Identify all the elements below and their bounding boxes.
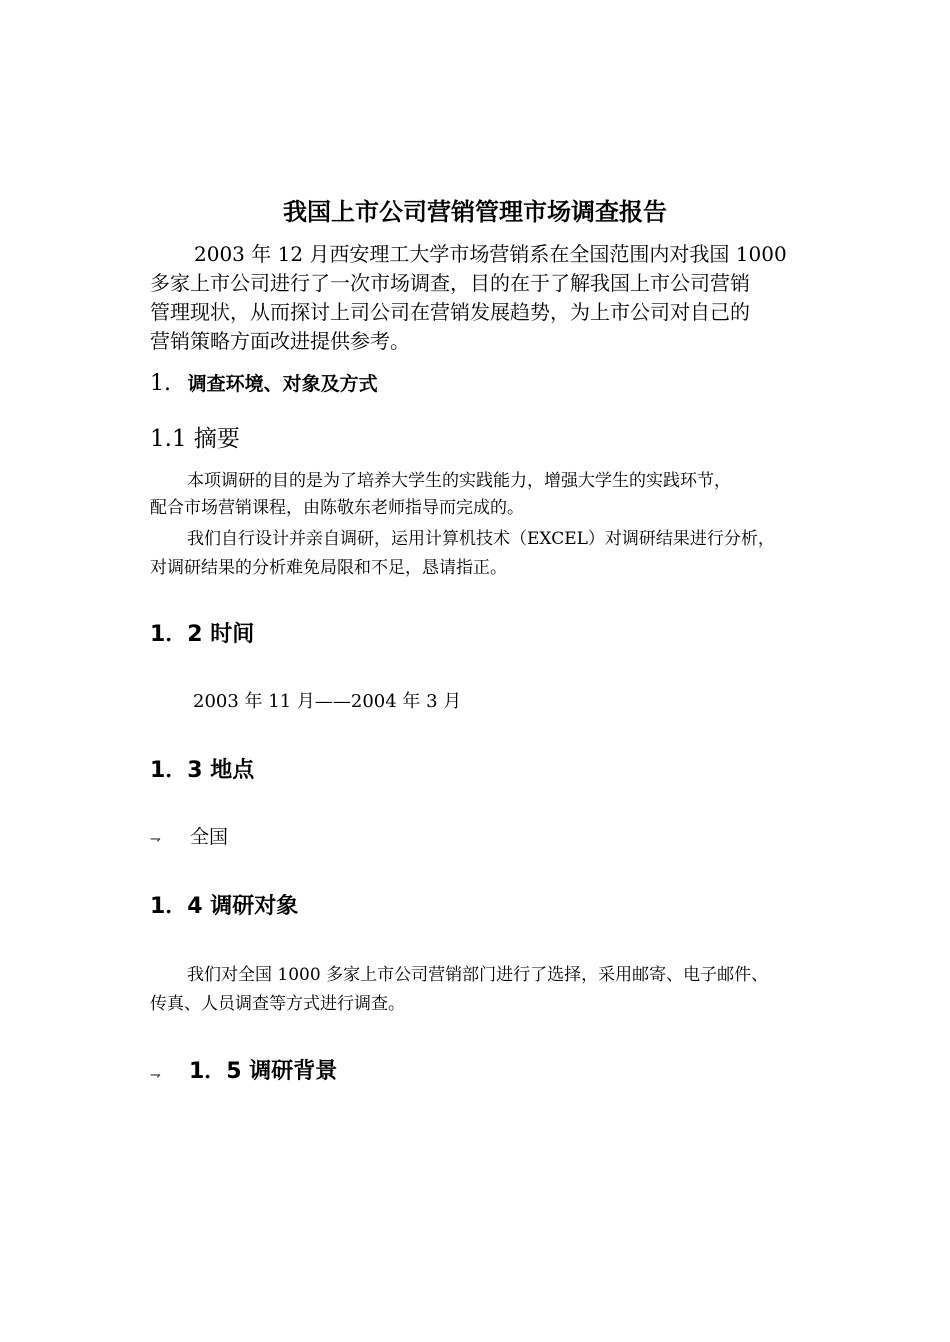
target-line: 传真、人员调查等方式进行调查。 bbox=[150, 994, 405, 1014]
intro-line: 管理现状，从而探讨上司公司在营销发展趋势，为上市公司对自己的 bbox=[150, 300, 750, 324]
location-text: 全国 bbox=[190, 826, 229, 848]
intro-line: 2003 年 12 月西安理工大学市场营销系在全国范围内对我国 1000 bbox=[194, 242, 787, 266]
section-1-4-heading: 1．4 调研对象 bbox=[150, 894, 299, 919]
time-range: 2003 年 11 月——2004 年 3 月 bbox=[193, 691, 462, 712]
section-1-title: 调查环境、对象及方式 bbox=[187, 373, 378, 395]
arrow-bullet-icon: ⇁ bbox=[150, 832, 161, 847]
summary-line: 对调研结果的分析难免局限和不足，恳请指正。 bbox=[150, 558, 507, 578]
document-title: 我国上市公司营销管理市场调查报告 bbox=[283, 198, 667, 226]
target-line: 我们对全国 1000 多家上市公司营销部门进行了选择，采用邮寄、电子邮件、 bbox=[187, 965, 769, 985]
intro-line: 营销策略方面改进提供参考。 bbox=[150, 329, 410, 353]
summary-line: 配合市场营销课程，由陈敬东老师指导而完成的。 bbox=[150, 498, 524, 518]
section-1-5-heading: 1．5 调研背景 bbox=[189, 1059, 338, 1084]
section-1-3-heading: 1．3 地点 bbox=[150, 758, 255, 783]
summary-line: 本项调研的目的是为了培养大学生的实践能力，增强大学生的实践环节， bbox=[187, 471, 731, 491]
section-1-number: 1. bbox=[150, 371, 171, 396]
summary-line: 我们自行设计并亲自调研，运用计算机技术（EXCEL）对调研结果进行分析， bbox=[187, 529, 775, 549]
arrow-bullet-icon: ⇁ bbox=[150, 1068, 161, 1083]
section-1-1-heading: 1.1 摘要 bbox=[150, 426, 240, 452]
intro-paragraph bbox=[150, 240, 840, 356]
intro-line: 多家上市公司进行了一次市场调查，目的在于了解我国上市公司营销 bbox=[150, 271, 750, 295]
section-1-2-heading: 1．2 时间 bbox=[150, 622, 255, 647]
section-1-heading bbox=[150, 370, 378, 398]
